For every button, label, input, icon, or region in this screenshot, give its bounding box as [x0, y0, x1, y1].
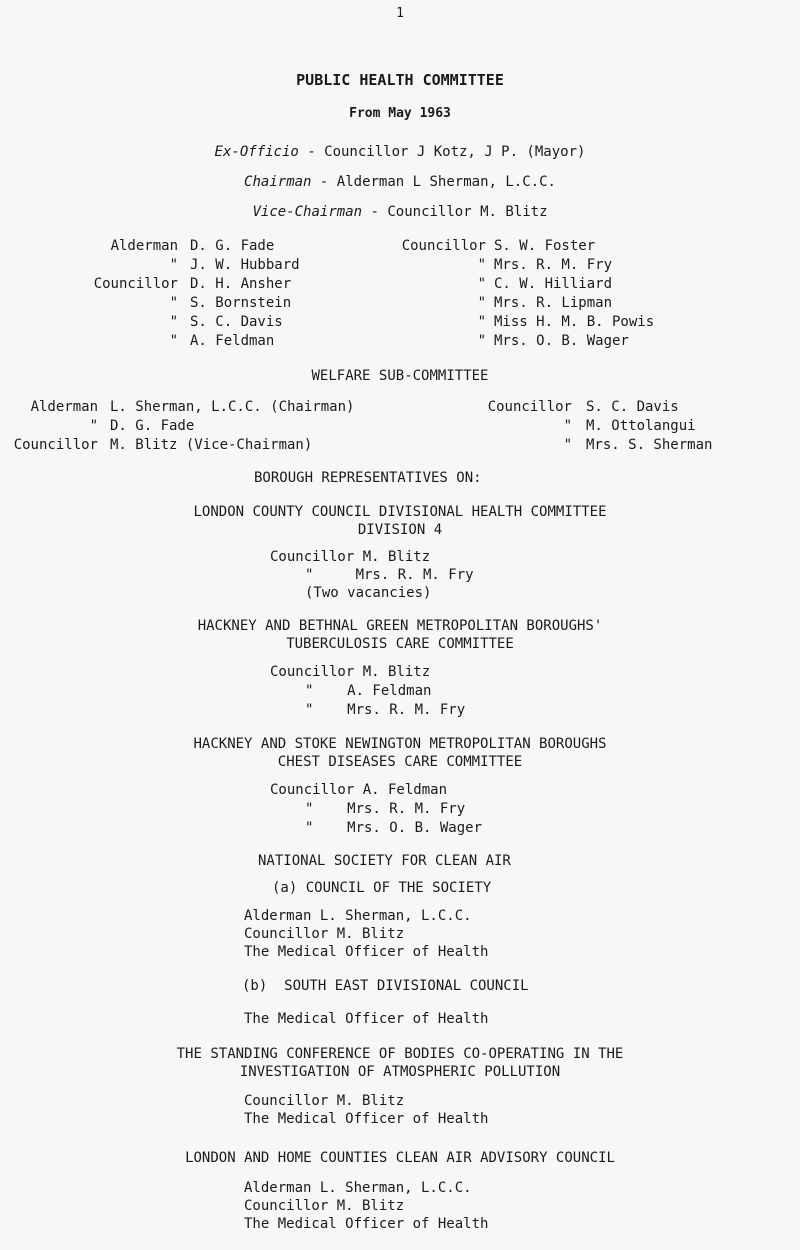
member-title: " [477, 314, 486, 330]
member-title: " [477, 295, 486, 311]
welfare-member-title: " [563, 418, 572, 434]
member-name: S. Bornstein [190, 295, 292, 311]
welfare-member-name: M. Blitz (Vice-Chairman) [110, 437, 313, 453]
member-name: A. Feldman [190, 333, 275, 349]
welfare-member-title: Councillor [13, 437, 98, 453]
welfare-member-title: " [89, 418, 98, 434]
member-title: " [169, 257, 178, 273]
member-title: Councillor [401, 238, 486, 254]
borough-heading: BOROUGH REPRESENTATIVES ON: [254, 470, 482, 486]
welfare-member-name: Mrs. S. Sherman [586, 437, 713, 453]
member-title: " [169, 295, 178, 311]
lhcc-member: Councillor M. Blitz [244, 1198, 405, 1214]
member-name: D. H. Ansher [190, 276, 292, 292]
welfare-member-name: D. G. Fade [110, 418, 195, 434]
from-date: From May 1963 [349, 106, 451, 121]
hbg-member: Councillor M. Blitz [270, 664, 431, 680]
hbg-heading-line-1: HACKNEY AND BETHNAL GREEN METROPOLITAN BOROUGHS' [197, 618, 603, 634]
welfare-member-title: Councillor [487, 399, 572, 415]
member-title: Alderman [110, 238, 178, 254]
member-title: " [477, 276, 486, 292]
member-title: " [169, 314, 178, 330]
member-title: " [477, 257, 486, 273]
member-name: J. W. Hubbard [190, 257, 300, 273]
welfare-member-title: " [563, 437, 572, 453]
officer-chairman: Chairman - Alderman L Sherman, L.C.C. [244, 174, 556, 190]
member-name: C. W. Hilliard [494, 276, 613, 292]
hbg-member: " A. Feldman [305, 683, 432, 699]
member-name: Mrs. R. Lipman [494, 295, 613, 311]
standing-member: The Medical Officer of Health [244, 1111, 489, 1127]
page-title: PUBLIC HEALTH COMMITTEE [296, 71, 504, 89]
standing-heading-line-2: INVESTIGATION OF ATMOSPHERIC POLLUTION [239, 1064, 561, 1080]
hbg-heading-line-2: TUBERCULOSIS CARE COMMITTEE [286, 636, 514, 652]
standing-member: Councillor M. Blitz [244, 1093, 405, 1109]
member-name: Miss H. M. B. Powis [494, 314, 655, 330]
lcc-member: " Mrs. R. M. Fry [305, 567, 474, 583]
welfare-member-name: L. Sherman, L.C.C. (Chairman) [110, 399, 355, 415]
lcc-member: Councillor M. Blitz [270, 549, 431, 565]
hsn-member: Councillor A. Feldman [270, 782, 448, 798]
officer-vice-chairman: Vice-Chairman - Councillor M. Blitz [252, 204, 548, 220]
member-name: S. C. Davis [190, 314, 283, 330]
hsn-member: " Mrs. O. B. Wager [305, 820, 483, 836]
lcc-note: (Two vacancies) [305, 585, 432, 601]
nsca-a-member: The Medical Officer of Health [244, 944, 489, 960]
member-title: Councillor [93, 276, 178, 292]
member-name: S. W. Foster [494, 238, 596, 254]
welfare-member-name: M. Ottolangui [586, 418, 696, 434]
welfare-member-name: S. C. Davis [586, 399, 679, 415]
standing-heading-line-1: THE STANDING CONFERENCE OF BODIES CO-OPERATING IN THE [176, 1046, 624, 1062]
officer-ex-officio: Ex-Officio - Councillor J Kotz, J P. (Mayor) [214, 144, 586, 160]
hsn-member: " Mrs. R. M. Fry [305, 801, 466, 817]
member-name: D. G. Fade [190, 238, 275, 254]
nsca-a-member: Alderman L. Sherman, L.C.C. [244, 908, 472, 924]
lhcc-member: Alderman L. Sherman, L.C.C. [244, 1180, 472, 1196]
nsca-sub-b: (b) SOUTH EAST DIVISIONAL COUNCIL [242, 978, 529, 994]
nsca-heading: NATIONAL SOCIETY FOR CLEAN AIR [258, 853, 511, 869]
member-title: " [477, 333, 486, 349]
nsca-a-member: Councillor M. Blitz [244, 926, 405, 942]
member-name: Mrs. R. M. Fry [494, 257, 613, 273]
lhcc-member: The Medical Officer of Health [244, 1216, 489, 1232]
nsca-sub-a: (a) COUNCIL OF THE SOCIETY [272, 880, 492, 896]
welfare-heading: WELFARE SUB-COMMITTEE [311, 368, 489, 384]
lcc-heading-line-2: DIVISION 4 [357, 522, 443, 538]
welfare-member-title: Alderman [30, 399, 98, 415]
hsn-heading-line-1: HACKNEY AND STOKE NEWINGTON METROPOLITAN BOROUGHS [193, 736, 607, 752]
hsn-heading-line-2: CHEST DISEASES CARE COMMITTEE [277, 754, 523, 770]
member-name: Mrs. O. B. Wager [494, 333, 629, 349]
nsca-b-member: The Medical Officer of Health [244, 1011, 489, 1027]
member-title: " [169, 333, 178, 349]
hbg-member: " Mrs. R. M. Fry [305, 702, 466, 718]
page-number: 1 [396, 6, 404, 21]
lhcc-heading: LONDON AND HOME COUNTIES CLEAN AIR ADVISORY COUNCIL [185, 1150, 615, 1166]
lcc-heading-line-1: LONDON COUNTY COUNCIL DIVISIONAL HEALTH COMMITTEE [193, 504, 607, 520]
